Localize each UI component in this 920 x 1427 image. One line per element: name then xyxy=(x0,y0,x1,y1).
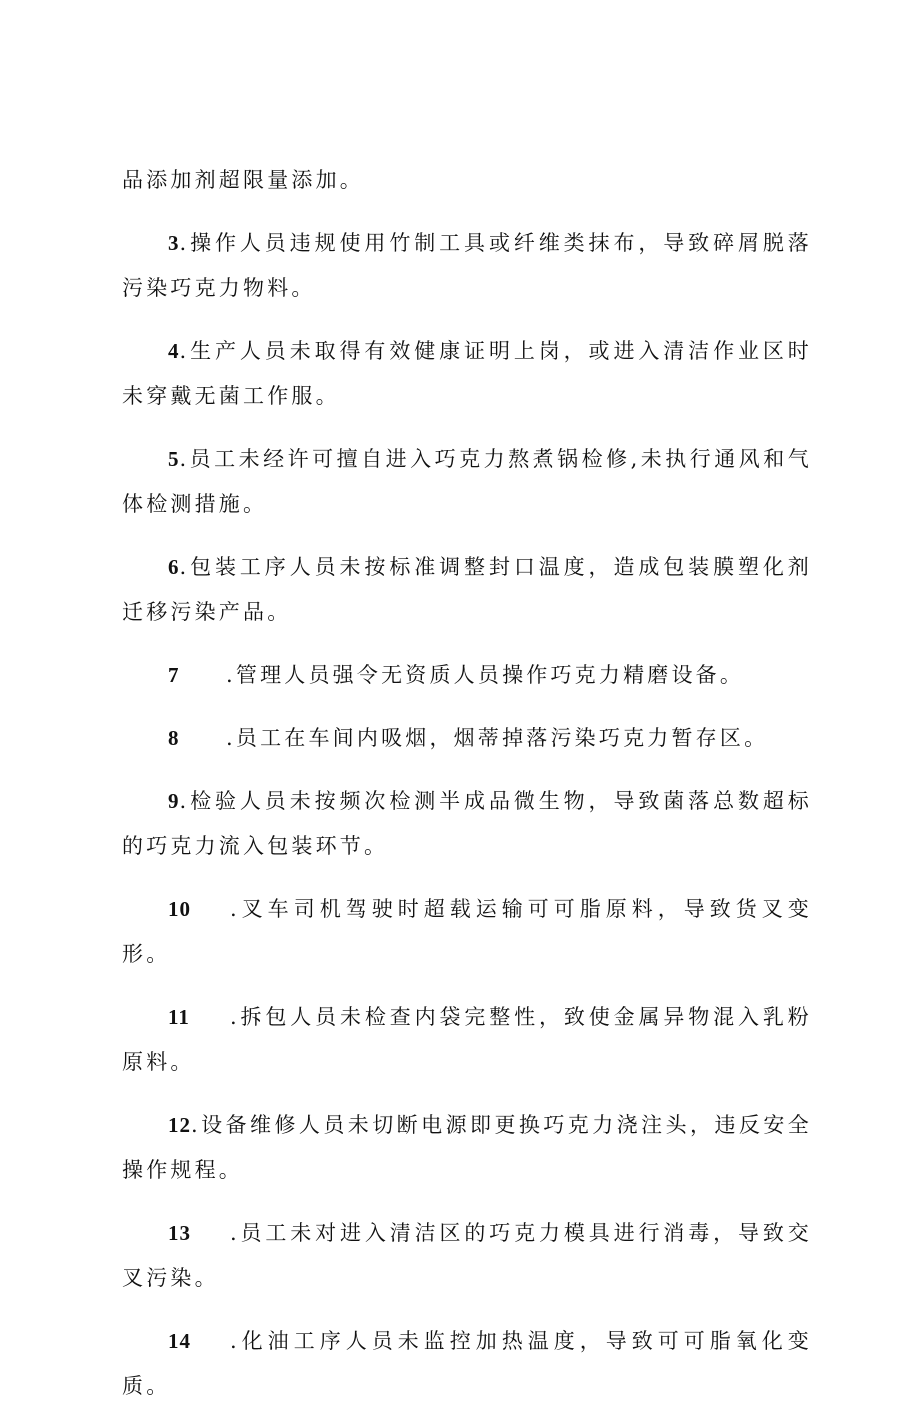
item-text: .化油工序人员未监控加热温度，导致可可脂氧化变质。 xyxy=(122,1329,812,1398)
document-body xyxy=(122,158,812,1427)
item-number: 11 xyxy=(168,1005,190,1029)
item-text: .员工未经许可擅自进入巧克力熬煮锅检修,未执行通风和气体检测措施。 xyxy=(122,447,812,516)
list-item-11 xyxy=(122,995,812,1085)
list-item-9 xyxy=(122,779,812,869)
item-number: 3 xyxy=(168,231,180,255)
continuation-paragraph xyxy=(122,158,812,203)
item-number: 14 xyxy=(168,1329,191,1353)
item-number: 7 xyxy=(168,663,180,687)
item-text: .员工未对进入清洁区的巧克力模具进行消毒，导致交叉污染。 xyxy=(122,1221,812,1290)
item-number: 9 xyxy=(168,789,180,813)
item-text: .检验人员未按频次检测半成品微生物，导致菌落总数超标的巧克力流入包装环节。 xyxy=(122,789,812,858)
item-text: .叉车司机驾驶时超载运输可可脂原料，导致货叉变形。 xyxy=(122,897,812,966)
list-item-13 xyxy=(122,1211,812,1301)
list-item-10 xyxy=(122,887,812,977)
list-item-8 xyxy=(122,716,812,761)
item-number: 8 xyxy=(168,726,180,750)
item-number: 6 xyxy=(168,555,180,579)
list-item-14 xyxy=(122,1319,812,1409)
item-number: 12 xyxy=(168,1113,191,1137)
item-number: 5 xyxy=(168,447,180,471)
list-item-6 xyxy=(122,545,812,635)
continuation-text: 品添加剂超限量添加。 xyxy=(122,168,364,192)
item-text: .员工在车间内吸烟，烟蒂掉落污染巧克力暂存区。 xyxy=(226,726,769,750)
item-text: .管理人员强令无资质人员操作巧克力精磨设备。 xyxy=(226,663,745,687)
item-number: 13 xyxy=(168,1221,191,1245)
list-item-5 xyxy=(122,437,812,527)
list-item-7 xyxy=(122,653,812,698)
list-item-3 xyxy=(122,221,812,311)
item-text: .包装工序人员未按标准调整封口温度，造成包装膜塑化剂迁移污染产品。 xyxy=(122,555,812,624)
item-number: 10 xyxy=(168,897,191,921)
item-text: .设备维修人员未切断电源即更换巧克力浇注头，违反安全操作规程。 xyxy=(122,1113,812,1182)
item-number: 4 xyxy=(168,339,180,363)
item-text: .操作人员违规使用竹制工具或纤维类抹布，导致碎屑脱落污染巧克力物料。 xyxy=(122,231,812,300)
item-text: .生产人员未取得有效健康证明上岗，或进入清洁作业区时未穿戴无菌工作服。 xyxy=(122,339,812,408)
list-item-12 xyxy=(122,1103,812,1193)
list-item-4 xyxy=(122,329,812,419)
item-text: .拆包人员未检查内袋完整性，致使金属异物混入乳粉原料。 xyxy=(122,1005,812,1074)
